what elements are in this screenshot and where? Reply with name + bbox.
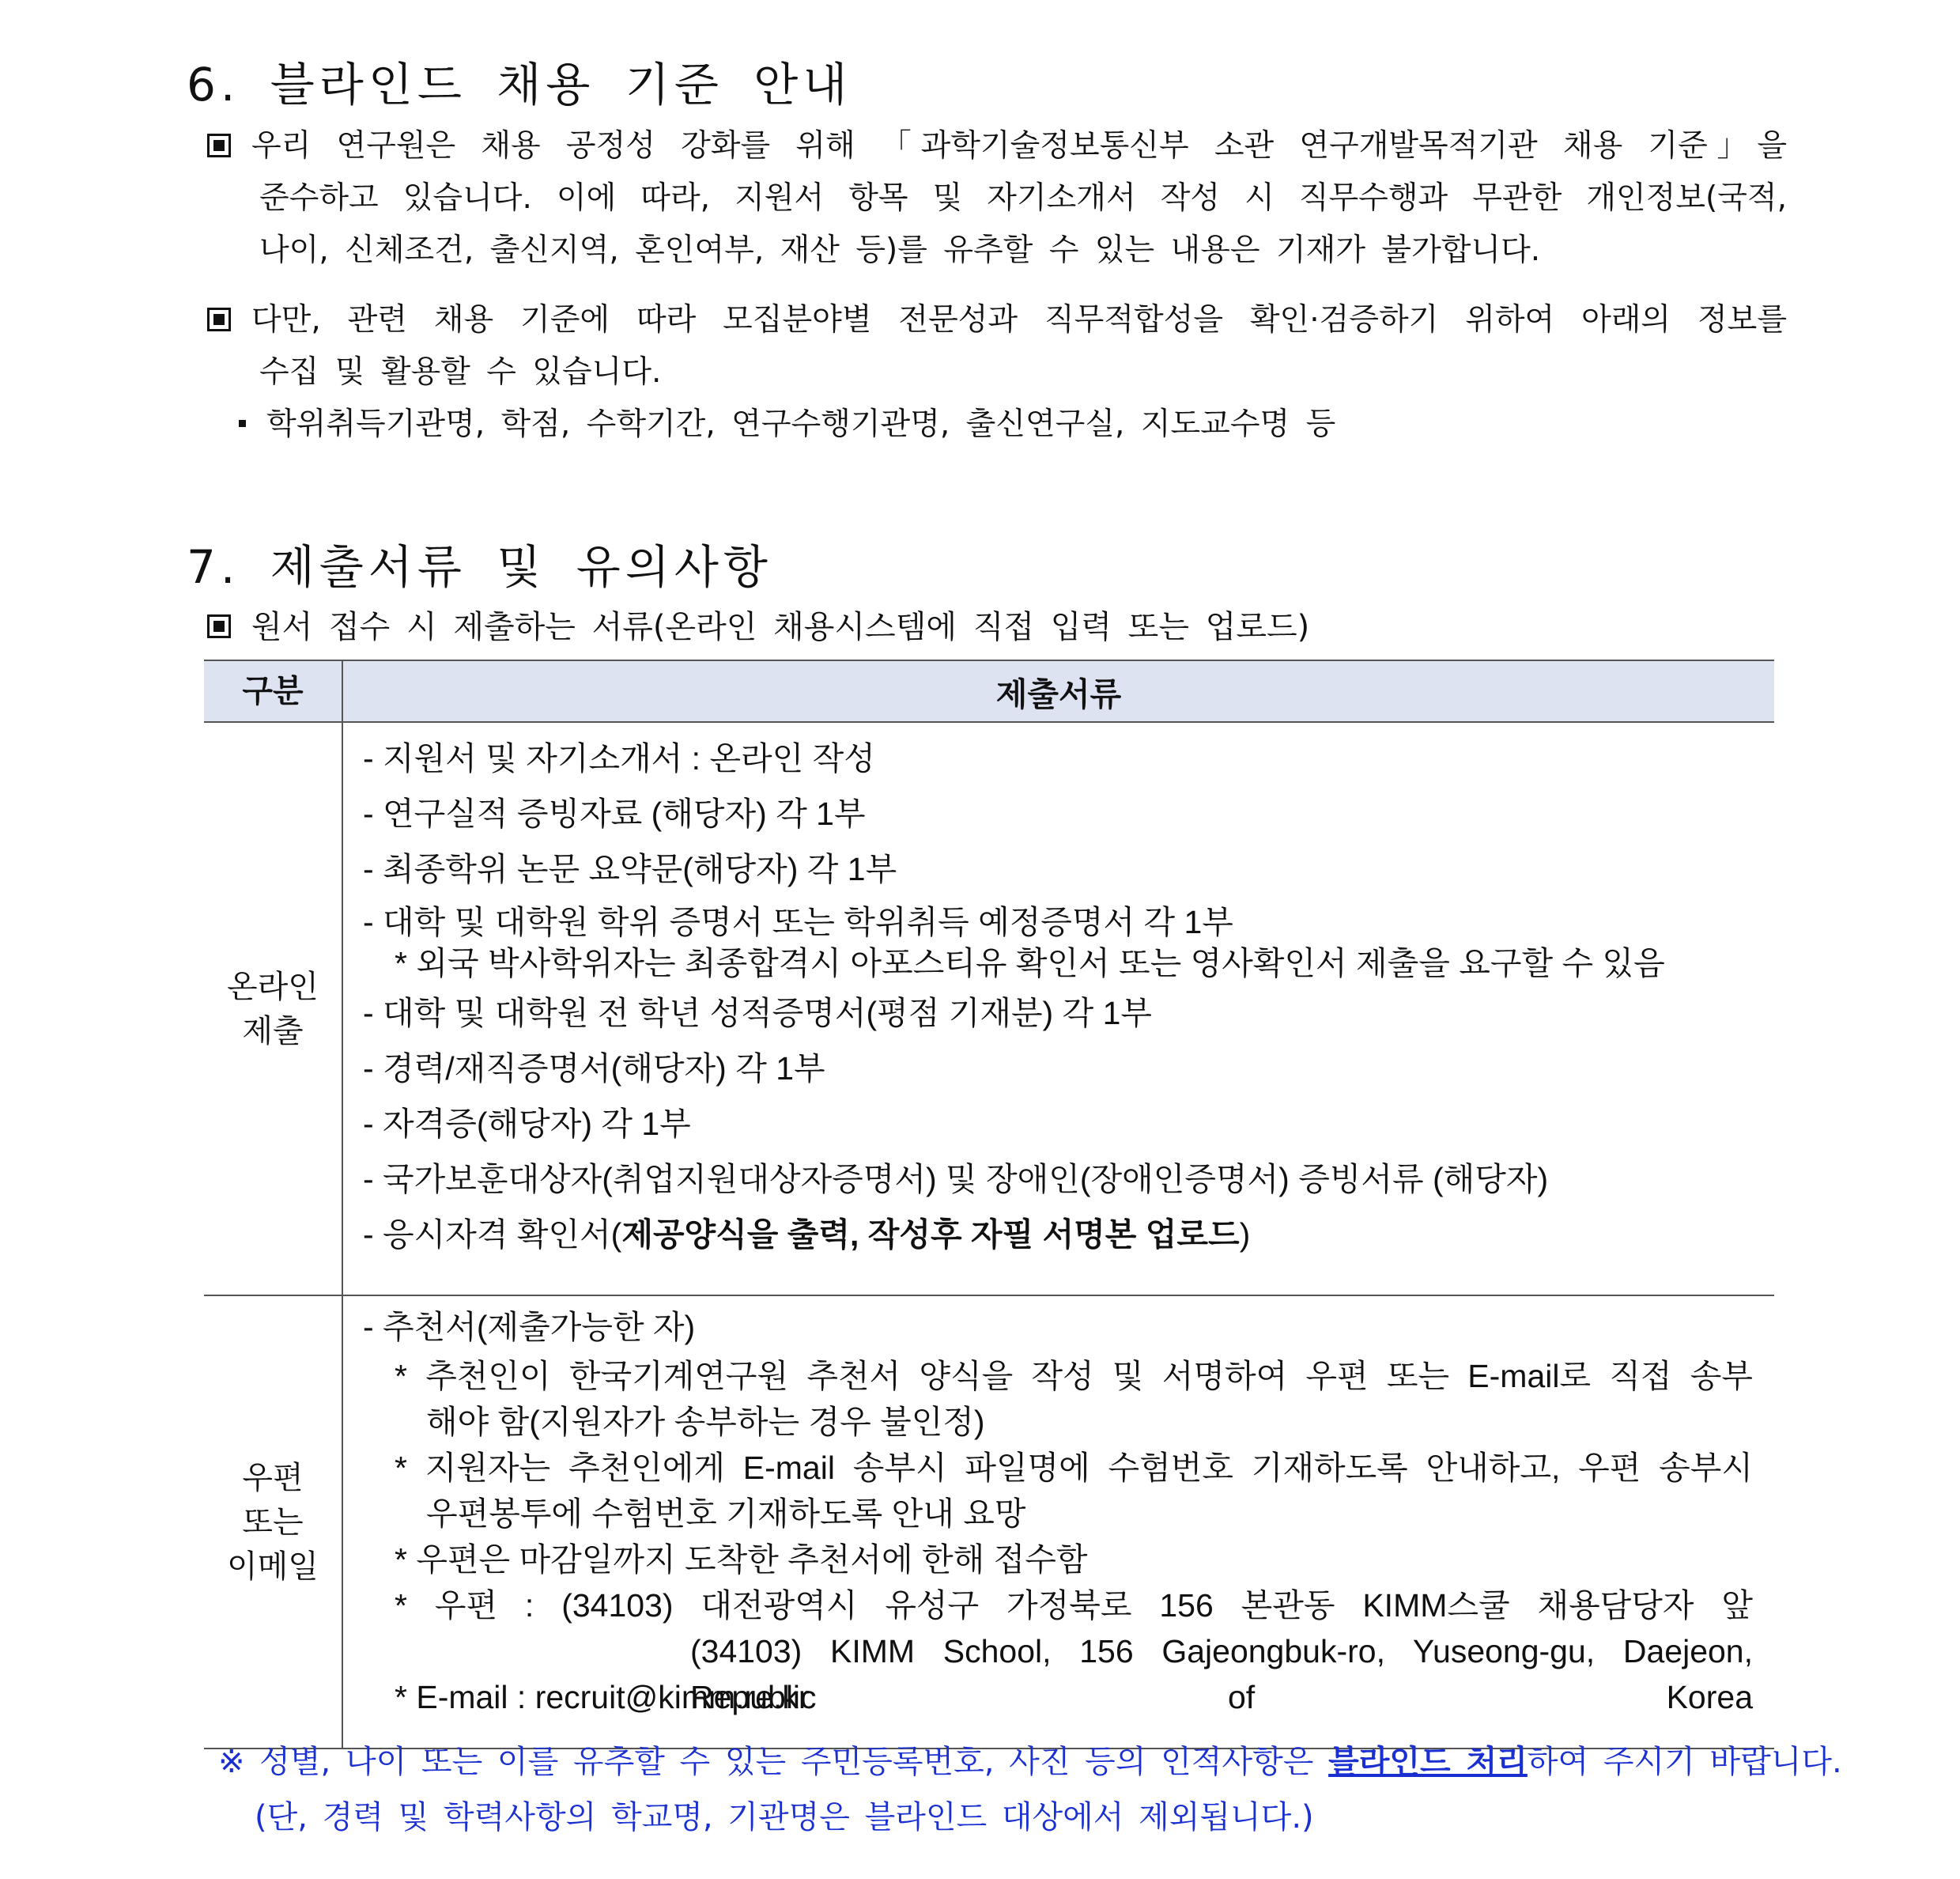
sec6-p1-line2 [259, 172, 1787, 225]
list-item-note: 우편봉투에 수험번호 기재하도록 안내 요망 [426, 1495, 1026, 1532]
bullet-icon [239, 420, 246, 427]
checkbox-square-icon [207, 134, 231, 157]
row2-category-line3: 이메일 [227, 1548, 319, 1585]
list-item: - 최종학위 논문 요약문(해당자) 각 1부 [363, 851, 897, 887]
checkbox-square-icon [207, 308, 231, 331]
blind-exception-note: (단, 경력 및 학력사항의 학교명, 기관명은 블라인드 대상에서 제외됩니다.) [255, 1799, 1314, 1836]
sec6-paragraph-2 [207, 294, 1787, 346]
note2-line1: * 지원자는 추천인에게 E-mail 송부시 파일명에 수험번호 기재하도록 안내하고, 우편 송부시 [395, 1450, 1753, 1486]
note-line1-underlined: 블라인드 처리 [1328, 1744, 1528, 1780]
row2-category [204, 1295, 342, 1749]
list-item-note [344, 1353, 1773, 1399]
sec6-p1-line3: 나이, 신체조건, 출신지역, 혼인여부, 재산 등)를 유추할 수 있는 내용은 기재가 불가합니다. [259, 233, 1541, 268]
bullet-text: 학위취득기관명, 학점, 수학기간, 연구수행기관명, 출신연구실, 지도교수명 등 [266, 406, 1336, 442]
p1-line1-text: 우리 연구원은 채용 공정성 강화를 위해 「과학기술정보통신부 소관 연구개발목적기관 채용 기준」을 [251, 128, 1787, 164]
list-item: - 국가보훈대상자(취업지원대상자증명서) 및 장애인(장애인증명서) 증빙서류 (해당자) [363, 1161, 1549, 1197]
last-item-bold: 제공양식을 출력, 작성후 자필 서명본 업로드 [621, 1216, 1240, 1253]
note-line1-a: ※ 성별, 나이 또는 이를 유추할 수 있는 주민등록번호, 사진 등의 인적사항은 [218, 1744, 1329, 1780]
section-7-title: 7. 제출서류 및 유의사항 [187, 540, 772, 594]
list-item-note [344, 1445, 1773, 1491]
last-item-c: ) [1239, 1216, 1251, 1253]
table-header-row [204, 660, 1774, 722]
list-item-note: 해야 함(지원자가 송부하는 경우 불인정) [426, 1404, 985, 1440]
sec6-p2-line1 [207, 294, 1787, 346]
table-row [204, 722, 1774, 1295]
sec6-paragraph-1 [207, 120, 1787, 172]
list-item [344, 1207, 1773, 1262]
list-item: - 경력/재직증명서(해당자) 각 1부 [363, 1050, 825, 1087]
p1-line2-text: 준수하고 있습니다. 이에 따라, 지원서 항목 및 자기소개서 작성 시 직무수행과 무관한 개인정보(국적, [259, 180, 1787, 216]
note1-line1: * 추천인이 한국기계연구원 추천서 양식을 작성 및 서명하여 우편 또는 E-mail로 직접 송부 [395, 1358, 1753, 1394]
last-item-a: - 응시자격 확인서( [363, 1216, 622, 1253]
p2-line1-text: 다만, 관련 채용 기준에 따라 모집분야별 전문성과 직무적합성을 확인·검증하기 위하여 아래의 정보를 [251, 302, 1787, 338]
list-item: - 자격증(해당자) 각 1부 [363, 1106, 691, 1142]
row1-category-line1: 온라인 [227, 968, 319, 1005]
sec6-p2-line2: 수집 및 활용할 수 있습니다. [259, 354, 662, 390]
list-item: - 추천서(제출가능한 자) [363, 1309, 696, 1345]
sec7-intro [207, 601, 1309, 653]
note-line1-c: 하여 주시기 바랍니다. [1527, 1744, 1842, 1780]
address-korean: * 우편 : (34103) 대전광역시 유성구 가정북로 156 본관동 KIMM스쿨 채용담당자 앞 [395, 1587, 1753, 1624]
list-item: - 지원서 및 자기소개서 : 온라인 작성 [363, 740, 875, 777]
list-item: - 연구실적 증빙자료 (해당자) 각 1부 [363, 796, 866, 832]
intro-text: 원서 접수 시 제출하는 서류(온라인 채용시스템에 직접 입력 또는 업로드) [251, 609, 1310, 645]
address-english: (34103) KIMM School, 156 Gajeongbuk-ro, Yuseong-gu, Daejeon, Republic of Korea [690, 1633, 1753, 1715]
table-row [204, 1295, 1774, 1749]
list-item-note: * 우편은 마감일까지 도착한 추천서에 한해 접수함 [395, 1541, 1088, 1578]
row2-documents [342, 1295, 1774, 1749]
list-item: - 대학 및 대학원 학위 증명서 또는 학위취득 예정증명서 각 1부 [363, 904, 1233, 940]
row1-category-line2: 제출 [242, 1012, 304, 1049]
checkbox-square-icon [207, 614, 231, 638]
documents-table [204, 660, 1774, 1749]
row2-category-line2: 또는 [242, 1503, 304, 1541]
header-category: 구분 [204, 660, 342, 722]
header-documents: 제출서류 [342, 660, 1774, 722]
sec6-p1-line1 [207, 120, 1787, 172]
list-item: - 대학 및 대학원 전 학년 성적증명서(평점 기재분) 각 1부 [363, 995, 1153, 1031]
list-item-note: * 외국 박사학위자는 최종합격시 아포스티유 확인서 또는 영사확인서 제출을 요구할 수 있음 [395, 945, 1665, 981]
section-6-title: 6. 블라인드 채용 기준 안내 [187, 58, 852, 112]
row2-category-line1: 우편 [242, 1459, 304, 1496]
list-item-note [344, 1582, 1773, 1628]
row1-documents [342, 722, 1774, 1295]
row1-category [204, 722, 342, 1295]
blind-processing-note [218, 1737, 1842, 1782]
sec6-bullet-item [239, 399, 1335, 451]
list-item-note: * E-mail : recruit@kimm.re.kr [395, 1679, 810, 1715]
